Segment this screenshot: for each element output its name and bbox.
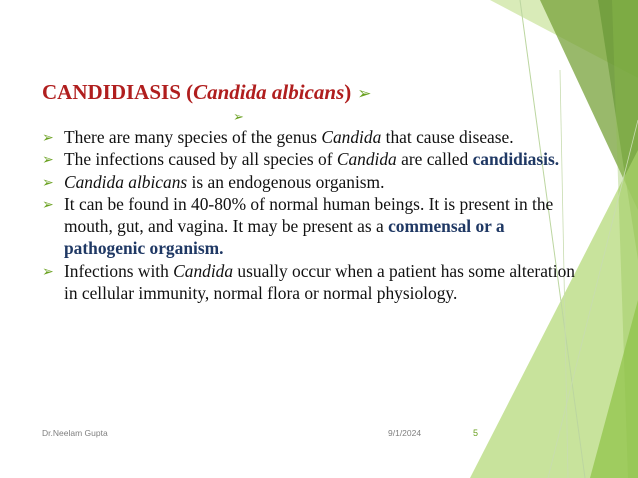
arrow-bullet-icon: ➢ bbox=[233, 110, 244, 125]
arrow-bullet-icon: ➢ bbox=[42, 263, 54, 280]
title-suffix: ) bbox=[344, 80, 352, 104]
emphasis-text: commensal or a pathogenic organism. bbox=[64, 216, 505, 259]
bullet-item: ➢ Infections with Candida usually occur when a patient has some alteration in cellular immunity, normal flora or normal physiology. bbox=[42, 260, 575, 304]
title-prefix: CANDIDIASIS ( bbox=[42, 80, 194, 104]
footer-page-number: 5 bbox=[473, 428, 479, 438]
bullet-item: ➢ The infections caused by all species of Candida are called candidiasis. bbox=[42, 148, 582, 170]
bullet-item: ➢ Candida albicans is an endogenous organism. bbox=[42, 171, 582, 193]
title-organism: Candida albicans bbox=[193, 80, 345, 104]
arrow-bullet-icon: ➢ bbox=[42, 196, 54, 213]
arrow-bullet-icon: ➢ bbox=[42, 174, 54, 191]
bullet-list bbox=[42, 126, 582, 304]
footer-author: Dr.Neelam Gupta bbox=[42, 428, 108, 438]
emphasis-text: candidiasis. bbox=[472, 149, 560, 170]
arrow-bullet-icon: ➢ bbox=[42, 130, 54, 146]
arrow-bullet-icon: ➢ bbox=[42, 152, 54, 169]
bullet-item: ➢ It can be found in 40-80% of normal human beings. It is present in the mouth, gut, and vagina. It may be present as a commensal or a pathogenic organism. bbox=[42, 193, 554, 259]
bullet-item: ➢ There are many species of the genus Candida that cause disease. bbox=[42, 126, 582, 148]
arrow-bullet-icon: ➢ bbox=[357, 84, 372, 104]
footer-date: 9/1/2024 bbox=[388, 428, 422, 438]
slide-title bbox=[42, 80, 372, 105]
